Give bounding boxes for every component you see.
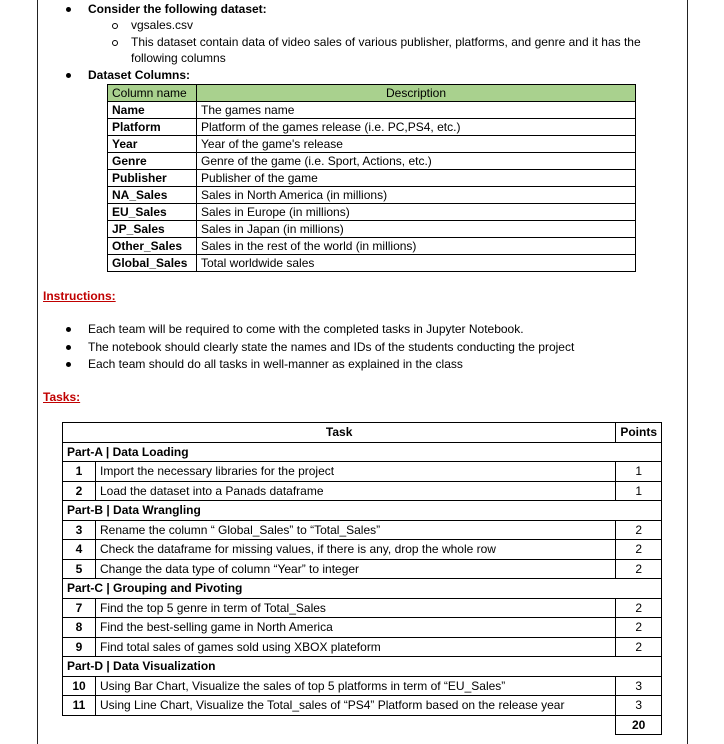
column-row xyxy=(108,170,636,187)
instructions-heading: Instructions: xyxy=(43,289,116,303)
column-name-cell: Year xyxy=(108,136,197,153)
instruction-item: Each team will be required to come with the completed tasks in Jupyter Notebook. xyxy=(88,322,524,336)
bullet-icon xyxy=(66,362,71,367)
task-text: Check the dataframe for missing values, if there is any, drop the whole row xyxy=(96,540,616,560)
column-name-cell: NA_Sales xyxy=(108,187,197,204)
task-text: Using Line Chart, Visualize the Total_sales of “PS4” Platform based on the release year xyxy=(96,696,616,716)
column-name-cell: Other_Sales xyxy=(108,238,197,255)
task-number: 1 xyxy=(63,462,96,482)
task-points: 2 xyxy=(616,618,662,638)
task-row xyxy=(63,520,662,540)
description-header: Description xyxy=(197,85,636,102)
column-name-cell: Publisher xyxy=(108,170,197,187)
part-title: Part-A | Data Loading xyxy=(63,442,662,462)
task-text: Rename the column “ Global_Sales” to “Total_Sales” xyxy=(96,520,616,540)
task-text: Change the data type of column “Year” to integer xyxy=(96,559,616,579)
column-description-cell: Sales in North America (in millions) xyxy=(197,187,636,204)
task-row xyxy=(63,462,662,482)
task-row xyxy=(63,696,662,716)
total-spacer xyxy=(63,715,616,735)
circle-bullet-icon xyxy=(112,40,118,46)
column-description-cell: The games name xyxy=(197,102,636,119)
columns-table xyxy=(107,84,636,272)
task-row xyxy=(63,598,662,618)
task-text: Find the best-selling game in North America xyxy=(96,618,616,638)
task-points: 3 xyxy=(616,696,662,716)
task-text: Find the top 5 genre in term of Total_Sales xyxy=(96,598,616,618)
task-points: 1 xyxy=(616,462,662,482)
bullet-icon xyxy=(66,345,71,350)
column-description-cell: Sales in Europe (in millions) xyxy=(197,204,636,221)
column-description-cell: Platform of the games release (i.e. PC,PS4, etc.) xyxy=(197,119,636,136)
task-points: 2 xyxy=(616,520,662,540)
instruction-item: Each team should do all tasks in well-manner as explained in the class xyxy=(88,357,463,371)
task-points: 2 xyxy=(616,559,662,579)
columns-header-row xyxy=(108,85,636,102)
points-header: Points xyxy=(616,423,662,443)
column-row xyxy=(108,153,636,170)
column-row xyxy=(108,136,636,153)
task-header: Task xyxy=(63,423,616,443)
columns-heading: Dataset Columns: xyxy=(88,68,191,82)
task-number: 8 xyxy=(63,618,96,638)
page-border-right xyxy=(687,0,688,744)
part-row xyxy=(63,501,662,521)
task-row xyxy=(63,637,662,657)
circle-bullet-icon xyxy=(112,23,118,29)
part-row xyxy=(63,579,662,599)
part-row xyxy=(63,657,662,677)
total-points: 20 xyxy=(616,715,662,735)
task-text: Load the dataset into a Panads dataframe xyxy=(96,481,616,501)
dataset-heading: Consider the following dataset: xyxy=(88,2,267,16)
bullet-icon xyxy=(66,327,71,332)
column-description-cell: Year of the game's release xyxy=(197,136,636,153)
task-row xyxy=(63,559,662,579)
column-name-cell: JP_Sales xyxy=(108,221,197,238)
column-row xyxy=(108,204,636,221)
task-points: 2 xyxy=(616,637,662,657)
dataset-description-cont: following columns xyxy=(131,51,226,65)
bullet-icon xyxy=(66,73,71,78)
column-description-cell: Publisher of the game xyxy=(197,170,636,187)
task-number: 7 xyxy=(63,598,96,618)
column-name-header: Column name xyxy=(108,85,197,102)
column-name-cell: Global_Sales xyxy=(108,255,197,272)
task-number: 2 xyxy=(63,481,96,501)
task-number: 4 xyxy=(63,540,96,560)
task-row xyxy=(63,676,662,696)
column-description-cell: Total worldwide sales xyxy=(197,255,636,272)
tasks-heading: Tasks: xyxy=(43,390,81,404)
task-text: Import the necessary libraries for the project xyxy=(96,462,616,482)
column-row xyxy=(108,102,636,119)
column-name-cell: EU_Sales xyxy=(108,204,197,221)
part-row xyxy=(63,442,662,462)
task-number: 3 xyxy=(63,520,96,540)
task-row xyxy=(63,618,662,638)
part-title: Part-C | Grouping and Pivoting xyxy=(63,579,662,599)
column-row xyxy=(108,187,636,204)
column-name-cell: Platform xyxy=(108,119,197,136)
column-row xyxy=(108,255,636,272)
dataset-filename: vgsales.csv xyxy=(131,18,194,32)
column-row xyxy=(108,119,636,136)
total-row xyxy=(63,715,662,735)
part-title: Part-D | Data Visualization xyxy=(63,657,662,677)
page-border-left xyxy=(37,0,38,744)
task-number: 5 xyxy=(63,559,96,579)
part-title: Part-B | Data Wrangling xyxy=(63,501,662,521)
task-points: 3 xyxy=(616,676,662,696)
instruction-item: The notebook should clearly state the names and IDs of the students conducting the project xyxy=(88,340,575,354)
column-description-cell: Sales in Japan (in millions) xyxy=(197,221,636,238)
task-text: Using Bar Chart, Visualize the sales of top 5 platforms in term of “EU_Sales” xyxy=(96,676,616,696)
column-description-cell: Sales in the rest of the world (in millions) xyxy=(197,238,636,255)
dataset-description: This dataset contain data of video sales of various publisher, platforms, and genre and it has the xyxy=(131,35,641,49)
task-points: 2 xyxy=(616,598,662,618)
task-number: 10 xyxy=(63,676,96,696)
column-row xyxy=(108,238,636,255)
task-number: 9 xyxy=(63,637,96,657)
task-text: Find total sales of games sold using XBOX plateform xyxy=(96,637,616,657)
task-row xyxy=(63,481,662,501)
column-row xyxy=(108,221,636,238)
task-points: 2 xyxy=(616,540,662,560)
bullet-icon xyxy=(66,7,71,12)
task-row xyxy=(63,540,662,560)
column-name-cell: Name xyxy=(108,102,197,119)
column-description-cell: Genre of the game (i.e. Sport, Actions, etc.) xyxy=(197,153,636,170)
column-name-cell: Genre xyxy=(108,153,197,170)
task-number: 11 xyxy=(63,696,96,716)
task-points: 1 xyxy=(616,481,662,501)
tasks-header-row xyxy=(63,423,662,443)
tasks-table xyxy=(62,422,662,735)
